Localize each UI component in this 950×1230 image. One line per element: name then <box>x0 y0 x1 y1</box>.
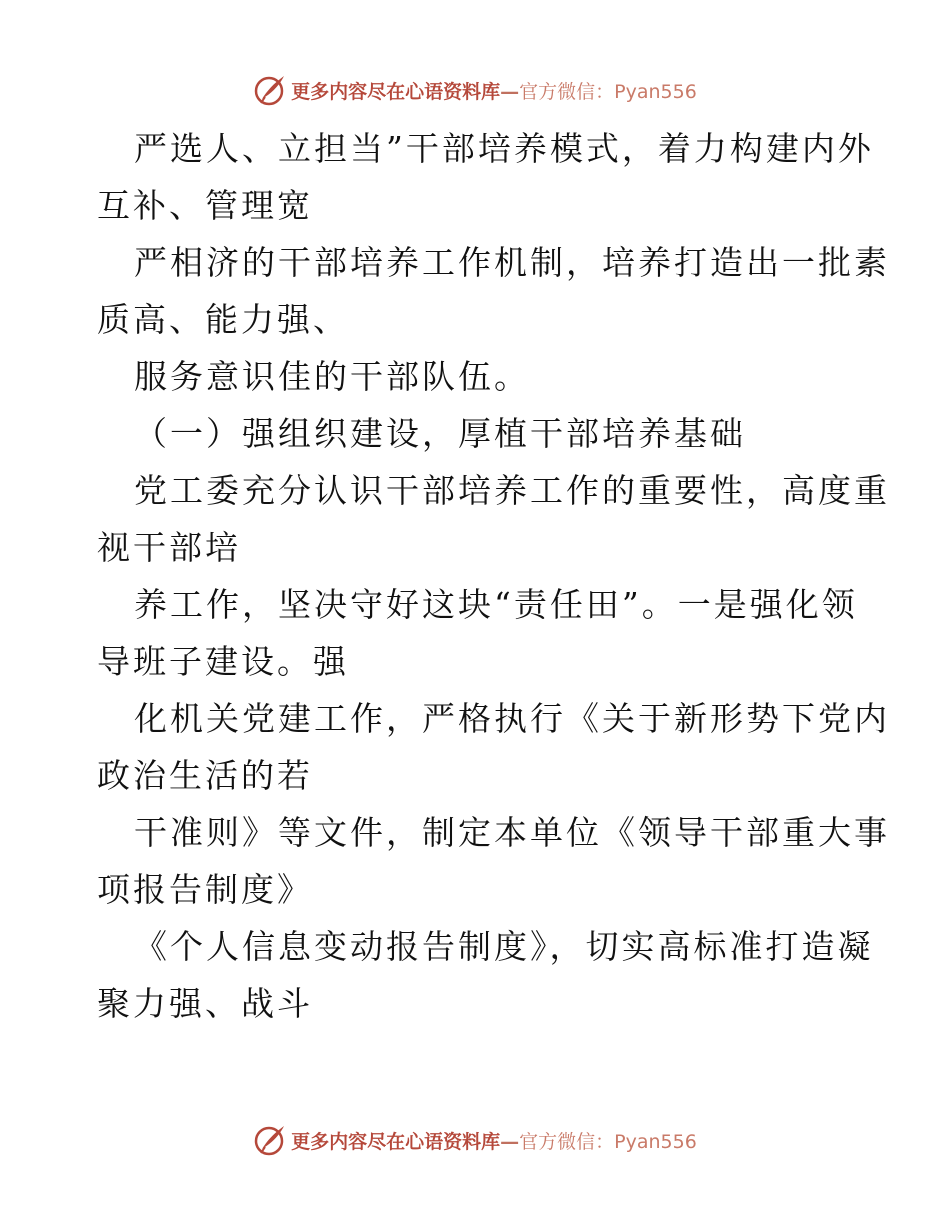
watermark-text: 更多内容尽在心语资料库—官方微信：Pyan556 <box>291 80 697 103</box>
body-line: 干准则》等文件，制定本单位《领导干部重大事 <box>134 813 890 852</box>
body-line: 服务意识佳的干部队伍。 <box>134 357 530 396</box>
body-line: 视干部培 <box>97 528 241 567</box>
body-line: 严选人、立担当”干部培养模式，着力构建内外 <box>134 129 874 168</box>
body-line: 互补、管理宽 <box>97 186 313 225</box>
body-line: 聚力强、战斗 <box>97 984 313 1023</box>
body-line: 党工委充分认识干部培养工作的重要性，高度重 <box>134 471 890 510</box>
body-line: 政治生活的若 <box>97 756 313 795</box>
body-line: 导班子建设。强 <box>97 642 349 681</box>
quill-logo-icon <box>253 1123 287 1157</box>
document-body <box>97 120 890 1032</box>
header-watermark <box>0 70 950 110</box>
footer-watermark <box>0 1120 950 1160</box>
quill-logo-icon <box>253 73 287 107</box>
body-line: 养工作，坚决守好这块“责任田”。一是强化领 <box>134 585 858 624</box>
body-line: 严相济的干部培养工作机制，培养打造出一批素 <box>134 243 890 282</box>
watermark-text: 更多内容尽在心语资料库—官方微信：Pyan556 <box>291 1130 697 1153</box>
section-heading: （一）强组织建设，厚植干部培养基础 <box>134 414 746 453</box>
body-line: 质高、能力强、 <box>97 300 349 339</box>
body-line: 化机关党建工作，严格执行《关于新形势下党内 <box>134 699 890 738</box>
body-line: 《个人信息变动报告制度》，切实高标准打造凝 <box>134 927 874 966</box>
body-line: 项报告制度》 <box>97 870 313 909</box>
